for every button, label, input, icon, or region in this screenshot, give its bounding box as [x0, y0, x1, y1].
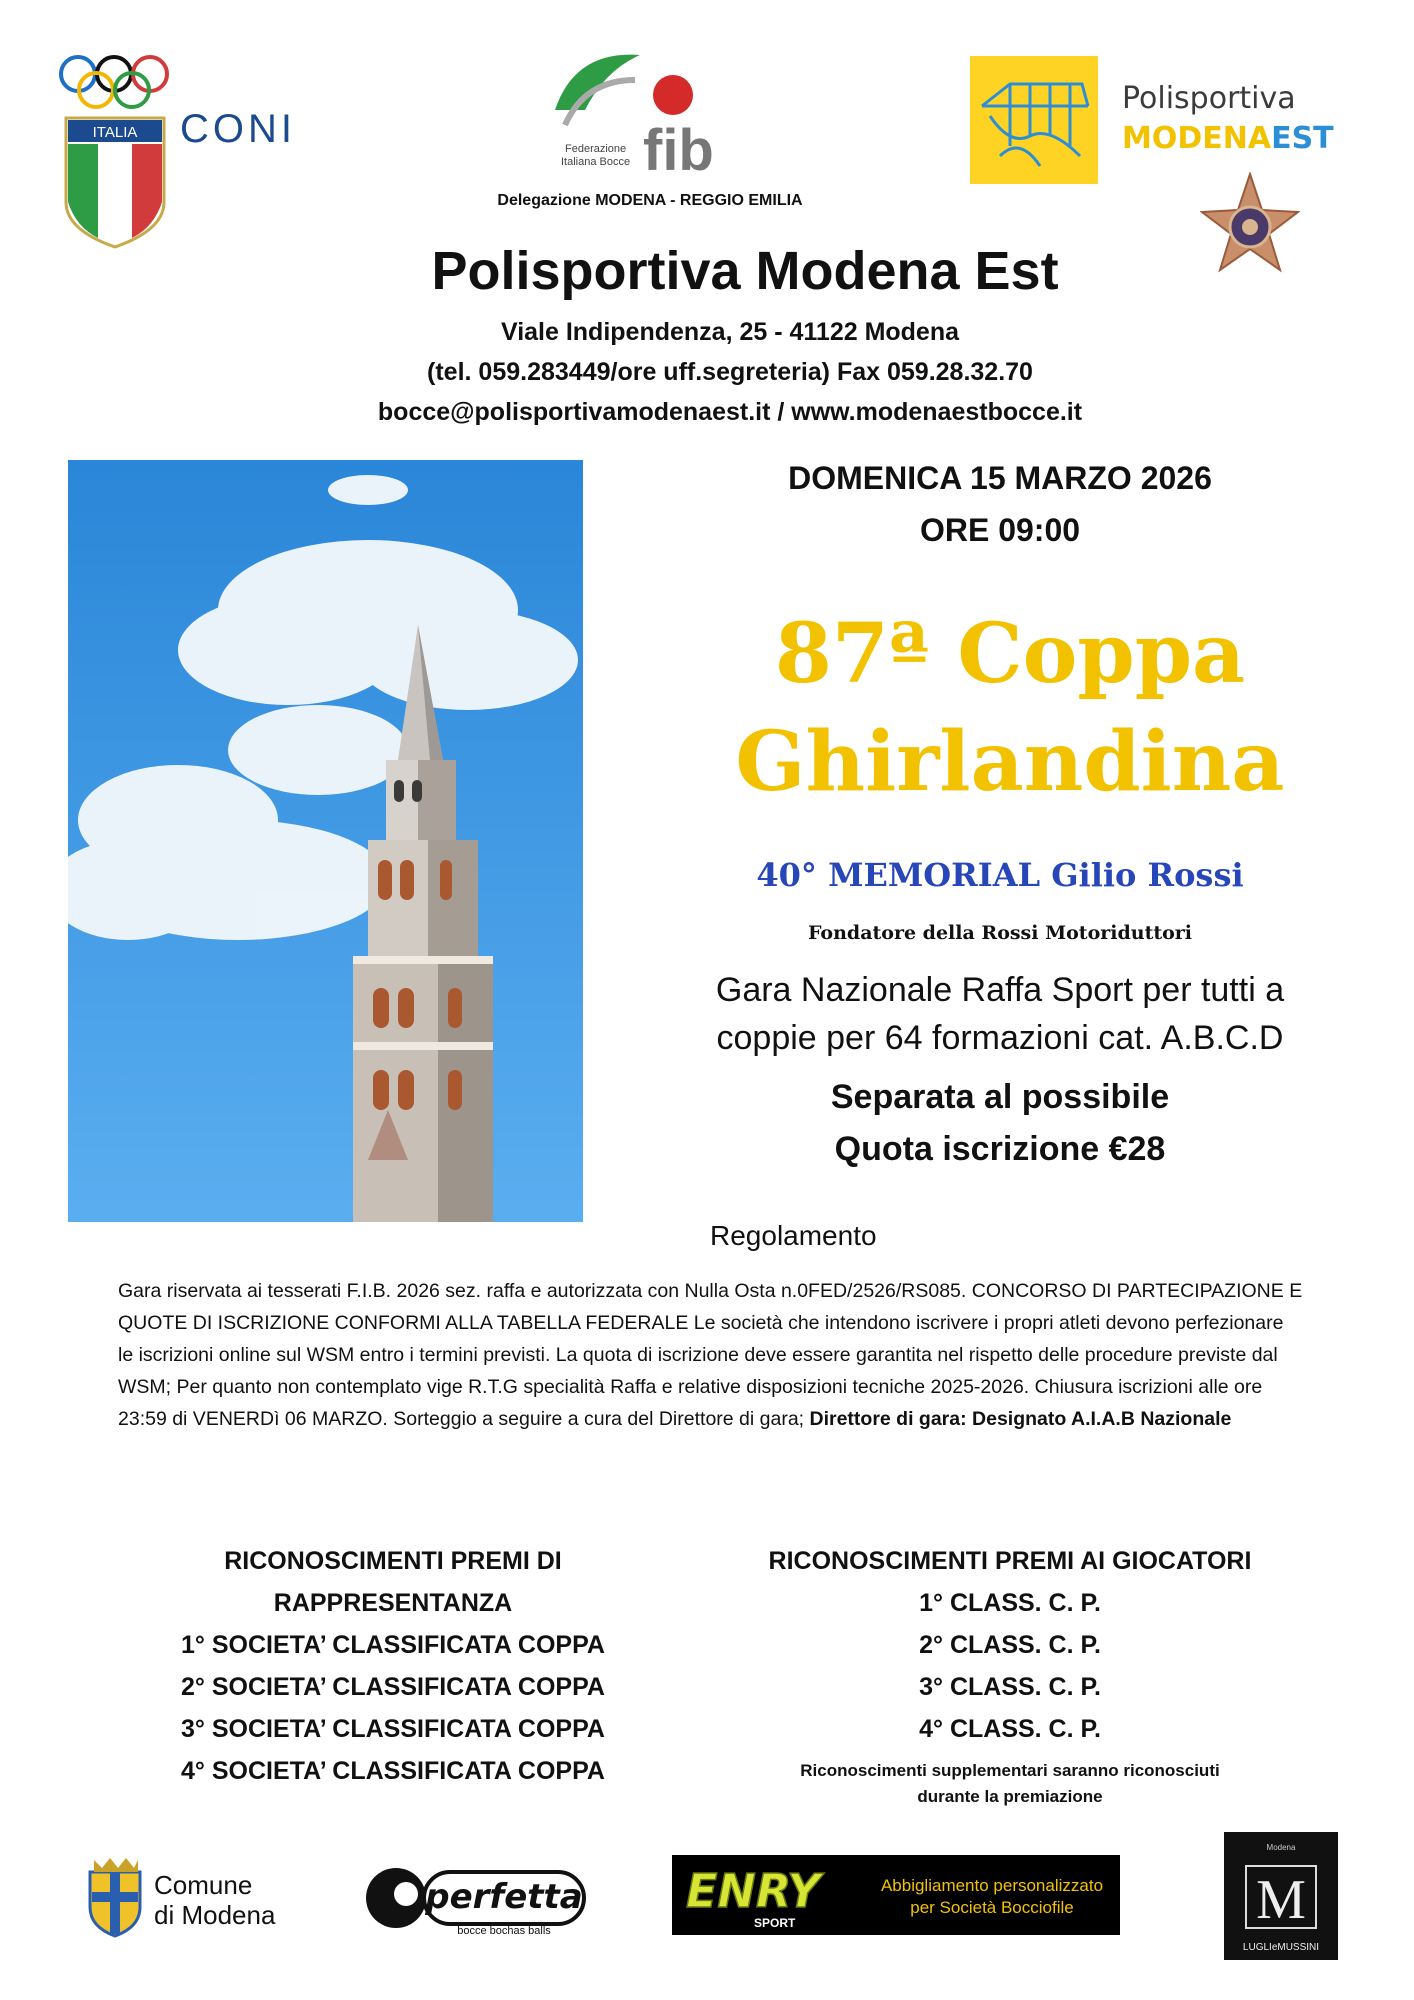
- lugli-mussini-logo: [1224, 1832, 1338, 1960]
- coni-logo: [58, 52, 308, 252]
- fib-logo: [545, 50, 755, 185]
- player-prizes: [700, 1540, 1320, 1810]
- player-prize-item: 2° CLASS. C. P.: [919, 1631, 1101, 1659]
- event-time: ORE 09:00: [919, 512, 1081, 548]
- regulation-text: [118, 1275, 1303, 1435]
- polisportiva-logo: [970, 56, 1350, 184]
- perfetta-logo: [362, 1858, 592, 1938]
- team-prizes-title-line1: RICONOSCIMENTI PREMI DI: [224, 1547, 562, 1575]
- event-title: [620, 600, 1400, 816]
- enry-tagline1: Abbigliamento personalizzato: [880, 1876, 1104, 1895]
- event-description-line2: coppie per 64 formazioni cat. A.B.C.D: [716, 1019, 1284, 1057]
- team-prizes-title-line2: RAPPRESENTANZA: [273, 1589, 513, 1617]
- organizer-phone: (tel. 059.283449/ore uff.segreteria) Fax 059.28.32.70: [427, 358, 1033, 386]
- ghirlandina-tower-photo: [68, 460, 583, 1222]
- player-prize-item: 3° CLASS. C. P.: [919, 1673, 1101, 1701]
- fib-delegation: Delegazione MODENA - REGGIO EMILIA: [497, 192, 803, 209]
- coni-badge-text: ITALIA: [92, 124, 138, 141]
- regulation-title: Regolamento: [710, 1220, 877, 1251]
- regulation-body: Gara riservata ai tesserati F.I.B. 2026 sez. raffa e autorizzata con Nulla Osta n.0FED/2526/RS085. CONCORSO DI PARTECIPAZIONE E QUOTE DI ISCRIZIONE CONFORMI ALLA TABELLA FEDERALE Le società che intendono iscrivere i propri atleti devono perfezionare le iscrizioni online sul WSM entro i termini previsti. La quota di iscrizione deve essere garantita nel rispetto delle procedure previste dal WSM; Per quanto non contemplato vige R.T.G specialità Raffa e relative disposizioni tecniche 2025-2026. Chiusura iscrizioni alle ore 23:59 di VENERDì 06 MARZO. Sorteggio a seguire a cura del Direttore di gara;: [118, 1280, 1303, 1430]
- pme-logo-line1: Polisportiva: [1122, 81, 1296, 116]
- enry-sport-logo: [672, 1855, 1120, 1935]
- comune-line1: Comune: [154, 1870, 253, 1900]
- comune-modena-logo: [80, 1852, 300, 1938]
- prize-note: [700, 1758, 1320, 1810]
- enry-tagline2: per Società Bocciofile: [910, 1898, 1074, 1917]
- prize-note-line2: durante la premiazione: [917, 1787, 1103, 1806]
- team-prize-item: 4° SOCIETA’ CLASSIFICATA COPPA: [181, 1757, 605, 1785]
- prize-note-line1: Riconoscimenti supplementari saranno riconosciuti: [800, 1761, 1220, 1780]
- player-prizes-title: RICONOSCIMENTI PREMI AI GIOCATORI: [768, 1547, 1252, 1575]
- svg-text:MODENAEST: [1122, 121, 1334, 156]
- team-prize-item: 3° SOCIETA’ CLASSIFICATA COPPA: [181, 1715, 605, 1743]
- team-prizes: [118, 1540, 668, 1792]
- organizer-contacts[interactable]: bocce@polisportivamodenaest.it / www.modenaestbocce.it: [377, 398, 1083, 426]
- perfetta-text: perfetta: [425, 1877, 583, 1917]
- fib-federation-line2: Italiana Bocce: [561, 156, 631, 168]
- organizer-name: Polisportiva Modena Est: [431, 241, 1059, 301]
- event-description-line1: Gara Nazionale Raffa Sport per tutti a: [715, 971, 1285, 1009]
- enry-sub: SPORT: [754, 1916, 796, 1930]
- event-memorial: 40° MEMORIAL Gilio Rossi: [756, 856, 1244, 894]
- event-title-line2: Ghirlandina: [735, 714, 1285, 810]
- player-prize-item: 4° CLASS. C. P.: [919, 1715, 1101, 1743]
- fib-text: fib: [643, 118, 714, 183]
- event-fee: Quota iscrizione €28: [834, 1130, 1166, 1168]
- event-title-line1: 87ª Coppa: [774, 606, 1246, 702]
- coni-text: CONI: [180, 107, 296, 151]
- pme-logo-modena: MODENA: [1122, 121, 1272, 156]
- player-prize-item: 1° CLASS. C. P.: [919, 1589, 1101, 1617]
- event-date: DOMENICA 15 MARZO 2026: [788, 460, 1212, 496]
- regulation-director: Direttore di gara: Designato A.I.A.B Nazionale: [809, 1408, 1232, 1430]
- event-founder: Fondatore della Rossi Motoriduttori: [807, 922, 1193, 944]
- event-separation: Separata al possibile: [830, 1078, 1170, 1116]
- team-prize-item: 1° SOCIETA’ CLASSIFICATA COPPA: [181, 1631, 605, 1659]
- lugli-name: LUGLIeMUSSINI: [1242, 1942, 1320, 1953]
- lugli-top: Modena: [1266, 1843, 1296, 1852]
- pme-logo-est: EST: [1271, 121, 1334, 156]
- comune-line2: di Modena: [154, 1900, 276, 1930]
- event-description: [610, 966, 1390, 1062]
- perfetta-sub: bocce bochas balls: [457, 1925, 551, 1937]
- fib-federation-line1: Federazione: [565, 143, 627, 155]
- team-prize-item: 2° SOCIETA’ CLASSIFICATA COPPA: [181, 1673, 605, 1701]
- organizer-address: Viale Indipendenza, 25 - 41122 Modena: [500, 318, 960, 346]
- lugli-letter: M: [1256, 1869, 1306, 1931]
- enry-text: ENRY: [686, 1864, 821, 1918]
